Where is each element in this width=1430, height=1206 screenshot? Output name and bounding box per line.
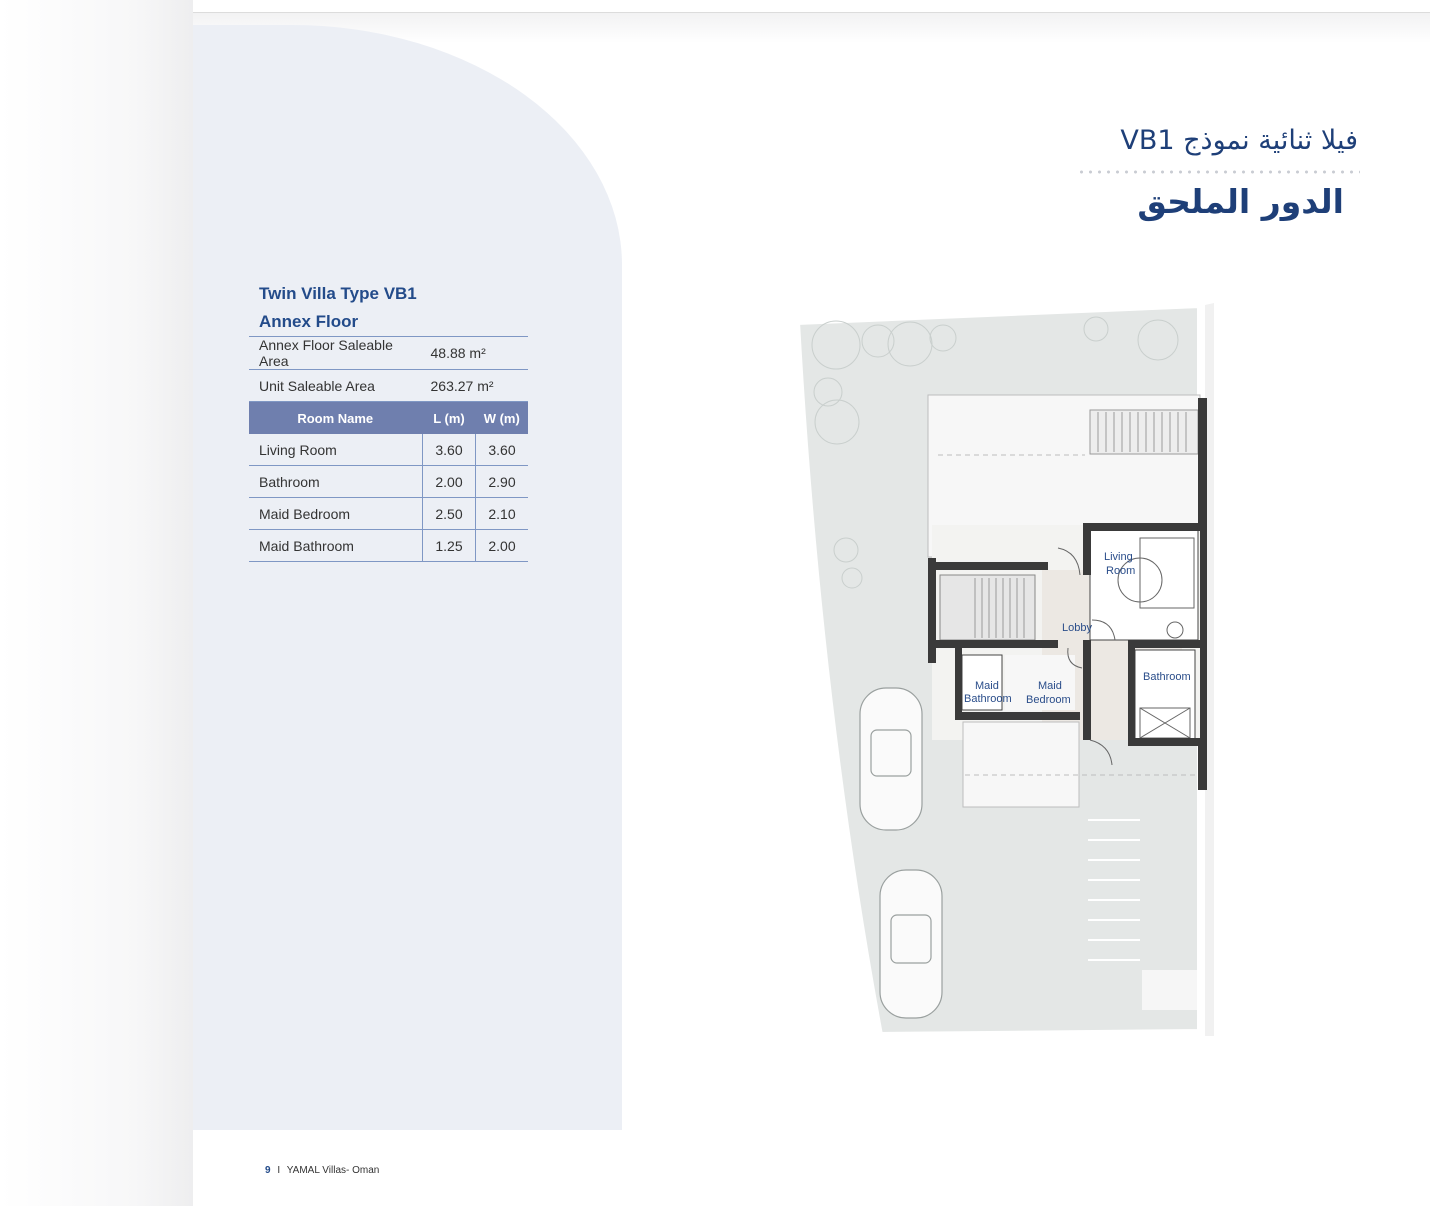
adjacent-page-edge (0, 0, 193, 1206)
car-icon (880, 870, 942, 1018)
planter (1142, 970, 1197, 1010)
previous-page-edge (193, 0, 1430, 13)
label-bathroom: Bathroom (1143, 671, 1191, 683)
spec-title (259, 280, 417, 336)
room-name: Living Room (249, 434, 423, 466)
room-width: 2.10 (476, 498, 529, 530)
room-length: 3.60 (423, 434, 476, 466)
column-header-width: W (m) (476, 402, 529, 435)
car-icon (860, 688, 922, 830)
page-number: 9 (265, 1165, 271, 1176)
area-value: 263.27 m² (423, 370, 529, 402)
table-row (249, 498, 528, 530)
spec-title-line2: Annex Floor (259, 312, 359, 331)
floor-plan (790, 295, 1220, 1045)
page-title-arabic: فيلا ثنائية نموذج VB1 (1120, 125, 1358, 156)
table-row (249, 530, 528, 562)
footer-text: YAMAL Villas- Oman (286, 1165, 380, 1176)
room-width: 3.60 (476, 434, 529, 466)
column-header-room: Room Name (249, 402, 423, 435)
room-width: 2.90 (476, 466, 529, 498)
page-subtitle-arabic: الدور الملحق (1137, 182, 1344, 221)
room-name: Maid Bedroom (249, 498, 423, 530)
label-living-room-1: Living (1104, 551, 1133, 563)
page-footer (265, 1165, 379, 1176)
table-row (249, 466, 528, 498)
label-living-room-2: Room (1106, 565, 1136, 577)
label-maid-bedroom-1: Maid (1038, 680, 1062, 692)
staircase (940, 575, 1035, 640)
area-row (249, 337, 528, 370)
side-panel (193, 25, 622, 1130)
table-row (249, 434, 528, 466)
lower-terrace (963, 722, 1079, 807)
room-spec-table (249, 336, 528, 562)
area-value: 48.88 m² (423, 337, 529, 370)
room-length: 2.00 (423, 466, 476, 498)
label-lobby: Lobby (1062, 622, 1092, 634)
area-label: Annex Floor Saleable Area (249, 337, 423, 370)
bathroom-area (1135, 650, 1195, 740)
room-length: 1.25 (423, 530, 476, 562)
spec-title-line1: Twin Villa Type VB1 (259, 284, 417, 303)
table-header-row (249, 402, 528, 435)
label-maid-bedroom-2: Bedroom (1026, 694, 1071, 706)
room-name: Bathroom (249, 466, 423, 498)
room-name: Maid Bathroom (249, 530, 423, 562)
label-maid-bathroom-2: Bathroom (964, 693, 1012, 705)
label-maid-bathroom-1: Maid (975, 680, 999, 692)
area-row (249, 370, 528, 402)
column-header-length: L (m) (423, 402, 476, 435)
dotted-divider (1077, 170, 1360, 174)
area-label: Unit Saleable Area (249, 370, 423, 402)
footer-separator: I (277, 1165, 281, 1176)
room-length: 2.50 (423, 498, 476, 530)
room-width: 2.00 (476, 530, 529, 562)
